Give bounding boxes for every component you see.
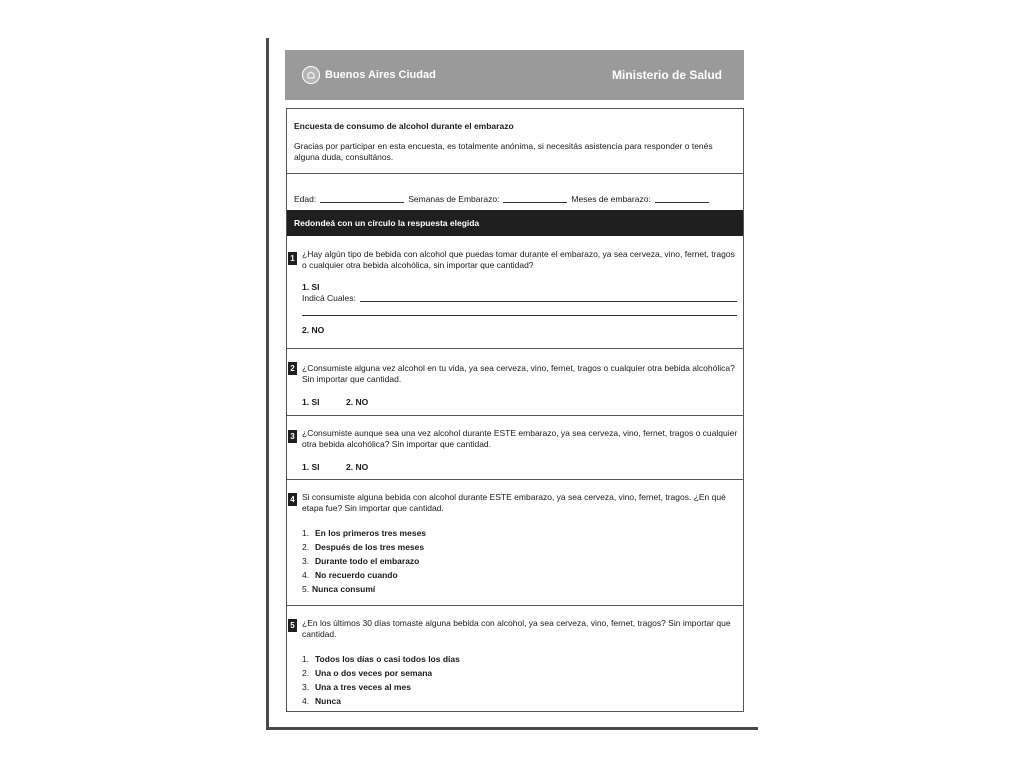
weeks-field[interactable] [503,195,567,203]
option-label: En los primeros tres meses [315,528,427,538]
option-item[interactable] [302,528,426,538]
option-item[interactable] [302,682,411,692]
option-no[interactable]: 2. NO [302,325,325,335]
option-item[interactable] [302,556,419,566]
option-item[interactable] [302,654,460,664]
intro-text: Gracias por participar en esta encuesta, es totalmente anónima, si necesitás asistencia para responder o tenés alguna duda, consultános. [294,141,713,162]
survey-form [286,108,744,712]
option-label: Nunca consumí [312,584,376,594]
question-number: 1 [288,252,297,265]
option-number: 5. [302,584,310,594]
option-item[interactable] [302,542,424,552]
page-shadow [266,38,269,730]
ministry-name: Ministerio de Salud [611,68,722,82]
intro-section [287,109,743,173]
option-no[interactable]: 2. NO [346,397,369,407]
option-si[interactable]: 1. SI [302,397,320,407]
option-number: 4. [302,570,310,580]
question-text: ¿Consumiste aunque sea una vez alcohol durante ESTE embarazo, ya sea cerveza, vino, fernet, tragos o cualquier otra bebida alcohólica? Sin importar que cantidad. [302,428,738,449]
option-si[interactable]: 1. SI [302,282,320,292]
question-3 [287,416,743,479]
question-number: 2 [288,362,297,375]
option-number: 1. [302,654,310,664]
option-label: Una o dos veces por semana [315,668,433,678]
option-no[interactable]: 2. NO [346,462,369,472]
instructions-banner: Redondeá con un círculo la respuesta elegida [287,210,743,236]
question-5 [287,606,743,711]
question-4 [287,480,743,605]
answer-line [302,315,737,316]
document-header [285,50,744,100]
option-item[interactable] [302,570,398,580]
demographics-row [287,174,743,210]
option-label: Después de los tres meses [315,542,425,552]
question-number: 4 [288,493,297,506]
which-drinks-label: Indicá Cuales: [302,293,356,303]
option-item[interactable] [302,584,375,594]
option-number: 3. [302,556,310,566]
option-label: Nunca [315,696,341,706]
option-item[interactable] [302,696,341,706]
question-text: Si consumiste alguna bebida con alcohol durante ESTE embarazo, ya sea cerveza, vino, fernet, tragos. ¿En qué etapa fue? Sin importar que cantidad. [302,492,726,513]
which-drinks-field[interactable] [302,293,737,303]
age-label: Edad: [294,193,317,204]
option-label: Una a tres veces al mes [315,682,411,692]
option-si[interactable]: 1. SI [302,462,320,472]
option-label: Durante todo el embarazo [315,556,420,566]
survey-title: Encuesta de consumo de alcohol durante el embarazo [294,121,514,131]
question-number: 3 [288,430,297,443]
question-text: ¿En los últimos 30 días tomaste alguna bebida con alcohol, ya sea cerveza, vino, fernet, tragos? Sin importar que cantidad. [302,618,731,639]
weeks-label: Semanas de Embarazo: [408,193,500,204]
option-number: 4. [302,696,310,706]
question-number: 5 [288,619,297,632]
option-label: No recuerdo cuando [315,570,398,580]
option-label: Todos los días o casi todos los días [315,654,460,664]
page-shadow [266,727,758,730]
question-text: ¿Consumiste alguna vez alcohol en tu vida, ya sea cerveza, vino, fernet, tragos o cualquier otra bebida alcohólica? Sin importar que cantidad. [302,363,735,384]
age-field[interactable] [320,195,404,203]
option-item[interactable] [302,668,432,678]
brand [302,66,436,84]
months-field[interactable] [655,195,709,203]
answer-line [360,294,737,302]
question-text: ¿Hay algún tipo de bebida con alcohol que puedas tomar durante el embarazo, ya sea cerveza, vino, fernet, tragos o cualquier otra bebida alcohólica, sin importar que cantidad? [302,249,735,270]
question-1 [287,236,743,348]
option-number: 2. [302,542,310,552]
option-number: 2. [302,668,310,678]
city-logo-icon [302,66,320,84]
question-2 [287,349,743,415]
option-number: 1. [302,528,310,538]
brand-name: Buenos Aires Ciudad [325,69,436,81]
months-label: Meses de embarazo: [571,193,651,204]
option-number: 3. [302,682,310,692]
